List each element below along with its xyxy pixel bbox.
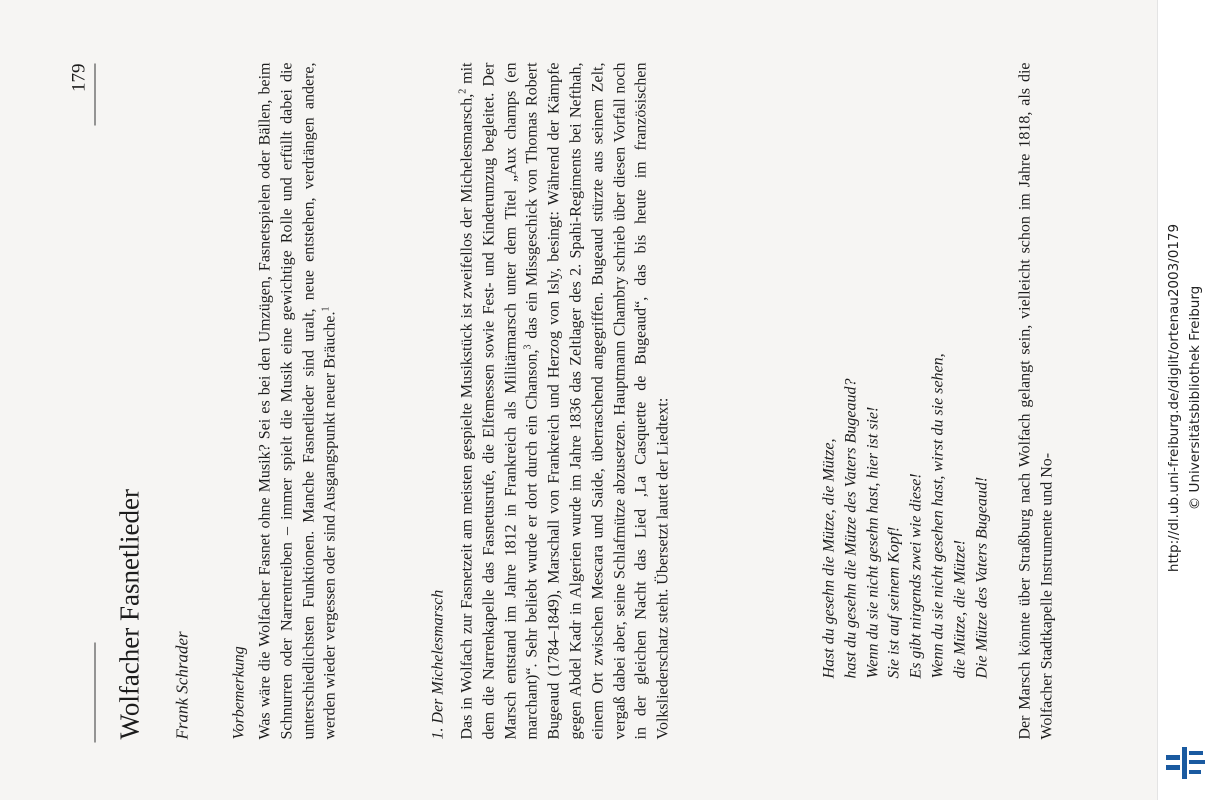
lyric-line: die Mütze, die Mütze! — [950, 539, 968, 678]
footnote-marker-1: 1 — [320, 305, 332, 311]
source-url-link[interactable]: http://dl.ub.uni-freiburg.de/diglit/ortenau2003/0179 — [1166, 223, 1182, 573]
lyric-line: Wenn du sie nicht gesehn hast, hier ist sie! — [863, 406, 881, 678]
heading-michelesmarsch: 1. Der Michelesmarsch — [429, 589, 446, 739]
paragraph-michelesmarsch — [456, 62, 674, 739]
lyric-line: Sie ist auf seinem Kopf! — [885, 526, 903, 678]
header-rule — [94, 63, 95, 125]
footnote-marker-3: 3 — [522, 344, 534, 350]
michelesmarsch-text-3: das ein Missgeschick von Thomas Robert Bugeaud (1784–1849), Marschall von Frankreich und Herzog von Isly, besingt: Während der Kämpfe gegen Abdel Kadr in Algerien wurde im Jahre 1836 das Zeltlager des 2. Spahi-Regiments bei Nefthah, einem Ort zwischen Mescara und Saide, überraschend angegriffen. Bugeaud stürzte aus seinem Zelt, vergaß dabei aber, seine Schlafmütze abzusetzen. Hauptmann Chambry schrieb über diesen Vorfall noch in der gleichen Nacht das Lied ‚La Casquette de Bugeaud“, das bis heute im französischen Volksliederschatz steht. Übersetzt lautet der Liedtext: — [523, 61, 672, 739]
paragraph-vorbemerkung — [254, 62, 341, 739]
article-author: Frank Schrader — [172, 630, 191, 739]
lyric-line: Hast du gesehn die Mütze, die Mütze, — [820, 438, 837, 678]
lyric-line: Es gibt nirgends zwei wie diese! — [907, 472, 925, 678]
footnote-marker-2: 2 — [457, 88, 468, 94]
lyric-line: Wenn du sie nicht gesehen hast, wirst du sie sehen, — [928, 352, 946, 678]
song-lyrics — [818, 353, 992, 678]
michelesmarsch-text-2: mit dem die Narrenkapelle das Fasnetusrufe, die Elfemessen sowie Fest- und Kinderumzug begleitet. Der Marsch entstand im Jahre 1812 in Frankreich als Militärmarsch unter dem Titel „Aux champs (en marchant)“. Sehr beliebt wurde er dort durch ein Chanson, — [458, 62, 541, 739]
lyric-line: Die Mütze des Vaters Bugeaud! — [972, 476, 990, 678]
paragraph-vorbemerkung-text: Was wäre die Wolfacher Fasnet ohne Musik? Sei es bei den Umzügen, Fasnetspielen oder Bällen, beim Schnurren oder Narrentreiben – immer spielt die Musik eine gewichtige Rolle und erfüllt dabei die unterschiedlichsten Funktionen. Manche Fasnetlieder sind uralt, neue entstehen, verdrängen andere, werden wieder vergessen oder sind Ausgangspunkt neuer Bräuche. — [256, 62, 339, 739]
page-number: 179 — [68, 63, 89, 92]
title-rule — [94, 642, 95, 742]
copyright-notice: © Universitätsbibliothek Freiburg — [1187, 285, 1203, 511]
sidebar-text — [1164, 224, 1206, 572]
ub-freiburg-logo-icon — [1164, 745, 1208, 781]
attribution-sidebar — [1157, 0, 1212, 800]
lyric-line: hast du gesehn die Mütze des Vaters Bugeaud? — [841, 378, 859, 678]
michelesmarsch-text-1: Das in Wolfach zur Fasnetzeit am meisten gespielte Musikstück ist zweifellos der Michelesmarsch, — [458, 93, 475, 739]
heading-vorbemerkung: Vorbemerkung — [230, 645, 247, 739]
article-title: Wolfacher Fasnetlieder — [114, 488, 144, 739]
paragraph-closing: Der Marsch könnte über Straßburg nach Wolfach gelangt sein, vielleicht schon im Jahre 1818, als die Wolfacher Stadtkapelle Instrumente und No- — [1016, 62, 1055, 739]
